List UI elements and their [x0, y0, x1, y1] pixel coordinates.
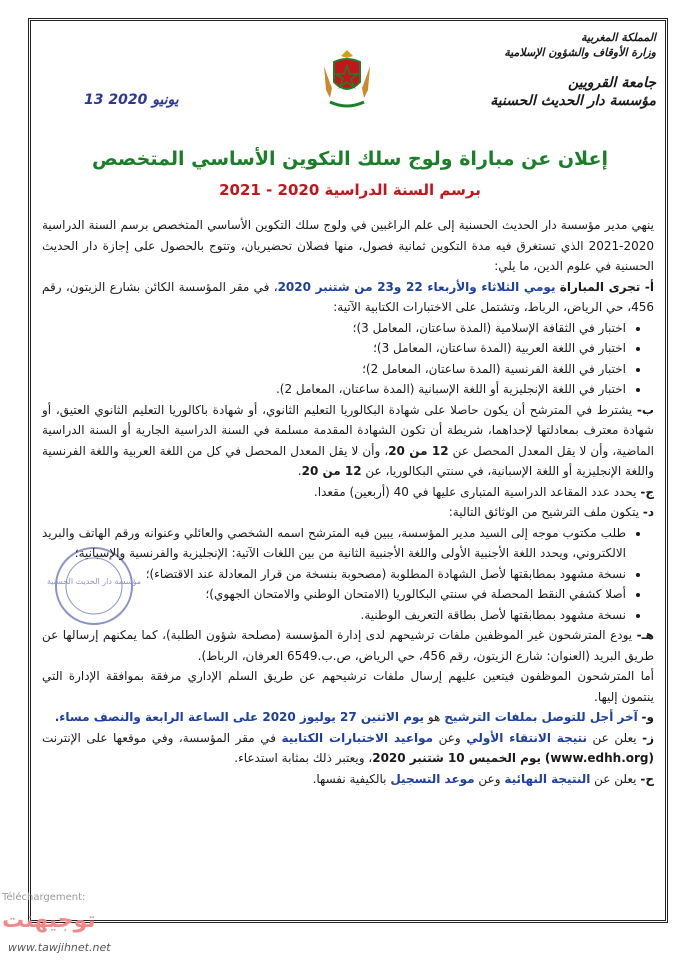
announcement-body: [42, 215, 654, 789]
list-item: • أصلا كشفي النقط المحصلة في سنتي البكالوريا (الامتحان الوطني والامتحان الجهوي)؛: [42, 584, 626, 605]
registration-date: موعد التسجيل: [390, 771, 475, 786]
section-a-label: أ- تجرى المباراة: [559, 279, 654, 294]
section-h-label: هـ-: [636, 628, 654, 642]
section-w-label: و-: [641, 710, 654, 724]
section-b-label: ب-: [636, 402, 654, 417]
list-item: • اختبار في اللغة الفرنسية (المدة ساعتان، المعامل 2)؛: [42, 359, 626, 380]
section-b-end: .: [297, 464, 302, 478]
section-w: [42, 707, 654, 728]
watermark-site[interactable]: www.tawjihnet.net: [8, 941, 111, 954]
list-item: • اختبار في اللغة الإنجليزية أو اللغة الإسبانية (المدة ساعتان، المعامل 2).: [42, 379, 626, 400]
section-d-text: يتكون ملف الترشيح من الوثائق التالية:: [448, 505, 640, 519]
section-b-text-1: يشترط في المترشح أن يكون حاصلا على شهادة البكالوريا التعليم الثانوي، أو شهادة باكالوريا التعليم الثانوي العتيق، أو شهادة معترف بمعادلتها لإحداهما، شريطة أن تكون الشهادة المقدمة مسلمة في السنة الدراسية الجارية أو السنة الدراسية الماضية، وأن لا يقل المعدل المحصل عن: [42, 402, 654, 458]
list-item: • نسخة مشهود بمطابقتها لأصل الشهادة المطلوبة (مصحوبة بنسخة من قرار المعادلة عند الاقتضاء)؛: [42, 564, 626, 585]
header-institution: مؤسسة دار الحديث الحسنية: [490, 93, 656, 109]
section-c: [42, 482, 654, 503]
exam-list: [42, 318, 654, 400]
section-h-text-2: أما المترشحون الموظفون فيتعين عليهم إرسال ملفات ترشيحهم عن طريق السلم الإداري مرفقة بموافقة الإدارة التي ينتمون إليها.: [42, 669, 654, 704]
section-ha-label: ح-: [640, 771, 654, 786]
list-item: • نسخة مشهود بمطابقتها لأصل بطاقة التعريف الوطنية.: [42, 605, 626, 626]
section-b-text-2: ، وأن لا يقل المعدل المحصل في كل من اللغة العربية واللغة الفرنسية واللغة الإنجليزية أو اللغة الإسبانية، في سنتي البكالوريا، عن: [42, 443, 654, 478]
deadline-date: يوم الاثنين 27 يوليوز 2020 على الساعة الرابعة والنصف مساء.: [54, 710, 425, 724]
website-link[interactable]: (www.edhh.org): [544, 751, 654, 765]
section-a-text: ، في مقر المؤسسة الكائن بشارع الزيتون، رقم 456، حي الرياض، الرباط، وتشتمل على الاختبارات الكتابية الآتية:: [42, 279, 654, 314]
section-ha: [42, 769, 654, 790]
intro-text: ينهي مدير مؤسسة دار الحديث الحسنية إلى علم الراغبين في ولوج سلك التكوين الأساسي المتخصص برسم السنة الدراسية 2020-2021 الذي تستغرق فيه مدة التكوين ثمانية فصول، منها فصلان تحضيريان، وتتوج بالحصول على إجازة دار الحديث الحسنية في علوم الدين، ما يلي:: [42, 218, 654, 273]
section-h-text-1: يودع المترشحون غير الموظفين ملفات ترشيحهم لدى إدارة المؤسسة (مصلحة شؤون الطلبة)، كما يمكنهم إرسالها عن طريق البريد (العنوان: شارع الزيتون، رقم 456، حي الرياض، ص.ب.6549 العرفان، الرباط).: [42, 628, 654, 663]
documents-list: [42, 523, 654, 626]
section-a: [42, 277, 654, 318]
deadline-label: آخر أجل للتوصل بملفات الترشيح: [444, 710, 638, 724]
section-z-label: ز-: [642, 730, 654, 745]
min-score-languages: 12 من 20: [301, 464, 362, 478]
header-institution-block: [486, 30, 656, 110]
section-ha-text-3: بالكيفية نفسها.: [312, 771, 391, 786]
announcement-title: إعلان عن مباراة ولوج سلك التكوين الأساسي المتخصص: [92, 148, 608, 170]
intro-paragraph: [42, 215, 654, 277]
watermark-download-label: Téléchargement:: [2, 892, 86, 903]
section-d: [42, 502, 654, 523]
list-item: • طلب مكتوب موجه إلى السيد مدير المؤسسة، يبين فيه المترشح اسمه الشخصي والعائلي وعنوانه ورقم الهاتف والبريد الالكتروني، ويحدد اللغة الأجنبية الأولى واللغة الأجنبية الثانية من بين اللغات الآتية: الإنجليزية والفرنسية والإسبانية؛: [42, 523, 626, 564]
header-university: جامعة القرويين: [567, 75, 656, 91]
section-z-text-3: في مقر المؤسسة، وفي موقعها على الإنترنت: [42, 730, 282, 745]
section-w-text: هو: [424, 710, 445, 724]
date-stamp: 13 يونيو 2020: [84, 92, 179, 108]
seal-text: مؤسسة دار الحديث الحسنية: [46, 577, 142, 586]
header-ministry: وزارة الأوقاف والشؤون الإسلامية: [504, 46, 656, 59]
section-h: [42, 625, 654, 666]
written-exam-dates: مواعيد الاختبارات الكتابية: [281, 730, 434, 745]
section-ha-text-1: يعلن عن: [590, 771, 637, 786]
final-result: النتيجة النهائية: [504, 771, 591, 786]
announcement-date: يوم الخميس 10 شتنبر 2020: [372, 751, 542, 765]
section-z-text-5: ، ويعتبر ذلك بمثابة استدعاء.: [234, 751, 373, 765]
announcement-subtitle: برسم السنة الدراسية 2020 - 2021: [219, 181, 481, 199]
coat-of-arms-icon: [320, 48, 374, 112]
section-z: [42, 728, 654, 769]
preselection-result: نتيجة الانتقاء الأولي: [466, 730, 588, 745]
watermark-brand-logo: توجيهنت: [2, 908, 96, 933]
section-d-label: د-: [642, 505, 654, 519]
min-score-general: 12 من 20: [388, 443, 449, 458]
section-z-text-1: يعلن عن: [587, 730, 637, 745]
header-kingdom: المملكة المغربية: [581, 31, 656, 44]
list-item: • اختبار في الثقافة الإسلامية (المدة ساعتان، المعامل 3)؛: [42, 318, 626, 339]
exam-days: يومي الثلاثاء والأربعاء 22 و23 من شتنبر 2020: [277, 279, 556, 294]
list-item: • اختبار في اللغة العربية (المدة ساعتان، المعامل 3)؛: [42, 338, 626, 359]
section-ha-text-2: وعن: [474, 771, 505, 786]
section-c-label: ج-: [640, 484, 654, 499]
section-b: [42, 400, 654, 482]
section-z-text-2: وعن: [433, 730, 467, 745]
section-c-text: يحدد عدد المقاعد الدراسية المتبارى عليها في 40 (أربعين) مقعدا.: [313, 484, 637, 499]
section-h-employees: [42, 666, 654, 707]
